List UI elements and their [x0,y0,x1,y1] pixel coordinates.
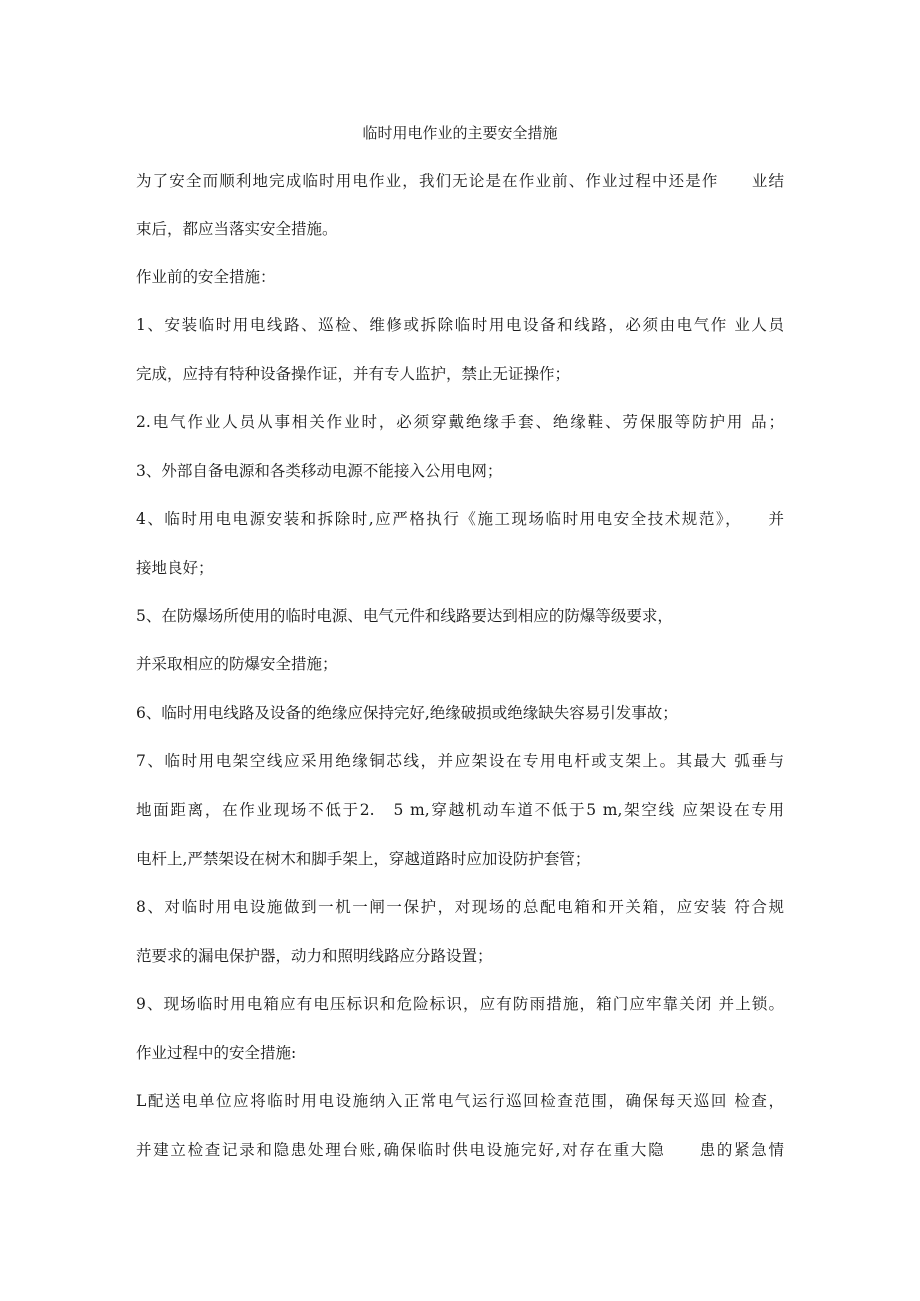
paragraph-line: 并建立检查记录和隐患处理台账,确保临时供电设施完好,对存在重大隐 患的紧急情 [136,1141,784,1159]
paragraph-line: 3、外部自备电源和各类移动电源不能接入公用电网； [136,462,503,480]
paragraph-line: 9、现场临时用电箱应有电压标识和危险标识，应有防雨措施，箱门应牢靠关闭 并上锁。 [136,995,784,1013]
paragraph-line: 6、临时用电线路及设备的绝缘应保持完好,绝缘破损或绝缘缺失容易引发事故； [136,704,678,722]
section-heading: 作业前的安全措施： [136,268,276,286]
paragraph-line: 束后，都应当落实安全措施。 [136,220,338,238]
paragraph-line: 范要求的漏电保护器，动力和照明线路应分路设置； [136,947,493,965]
paragraph-line: 完成，应持有特种设备操作证，并有专人监护，禁止无证操作； [136,365,571,383]
section-heading: 作业过程中的安全措施: [136,1044,297,1062]
paragraph-line: 并采取相应的防爆安全措施； [136,655,338,673]
document-title: 临时用电作业的主要安全措施 [362,124,558,142]
paragraph-line: 8、对临时用电设施做到一机一闸一保护，对现场的总配电箱和开关箱，应安装 符合规 [136,898,784,916]
paragraph-line: 2.电气作业人员从事相关作业时，必须穿戴绝缘手套、绝缘鞋、劳保服等防护用 品； [136,413,784,431]
paragraph-line: 电杆上,严禁架设在树木和脚手架上，穿越道路时应加设防护套管； [136,850,591,868]
paragraph-line: 地面距离，在作业现场不低于2. 5 m,穿越机动车道不低于5 m,架空线 应架设在专用 [136,801,784,819]
paragraph-line: 5、在防爆场所使用的临时电源、电气元件和线路要达到相应的防爆等级要求， [136,607,673,625]
paragraph-line: 接地良好； [136,559,214,577]
paragraph-line: 7、临时用电架空线应采用绝缘铜芯线，并应架设在专用电杆或支架上。其最大 弧垂与 [136,752,784,770]
paragraph-line: 1、安装临时用电线路、巡检、维修或拆除临时用电设备和线路，必须由电气作 业人员 [136,316,784,334]
paragraph-line: 为了安全而顺利地完成临时用电作业，我们无论是在作业前、作业过程中还是作 业结 [136,172,784,190]
paragraph-line: L配送电单位应将临时用电设施纳入正常电气运行巡回检查范围，确保每天巡回 检查， [136,1092,784,1110]
paragraph-line: 4、临时用电电源安装和拆除时,应严格执行《施工现场临时用电安全技术规范》， 并 [136,510,784,528]
